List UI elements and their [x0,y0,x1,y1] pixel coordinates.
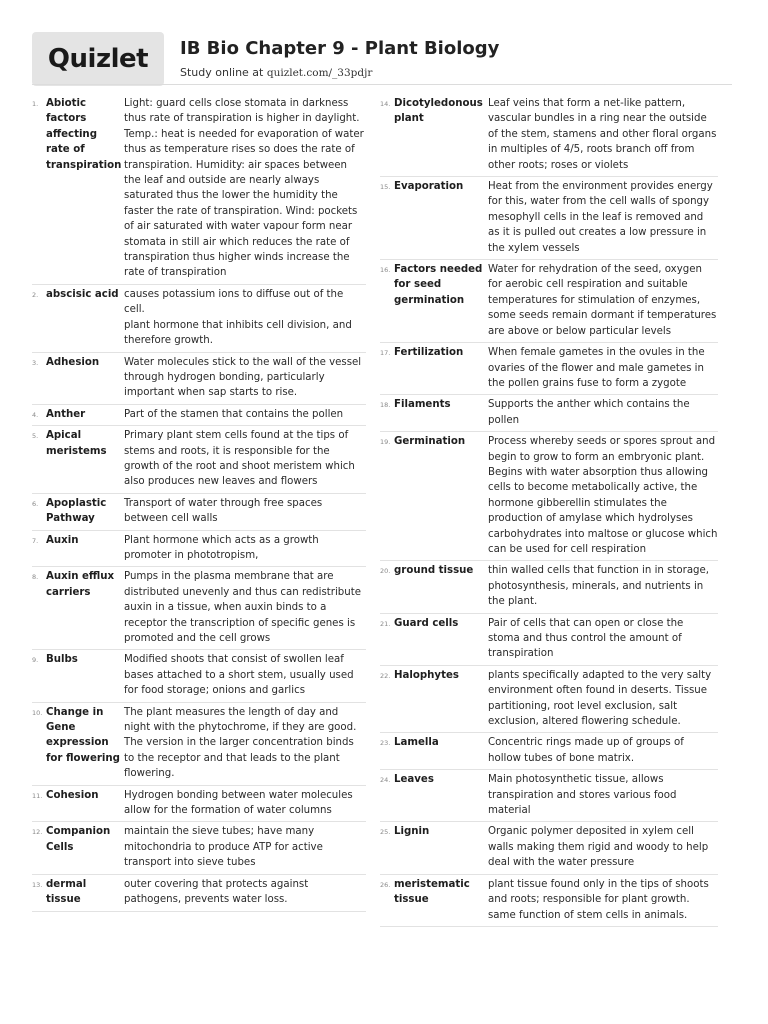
entry-definition [124,705,366,782]
entry-definition [124,287,366,349]
definition-text: Water molecules stick to the wall of the vessel through hydrogen bonding, particularly important when sap starts to rise. [124,356,362,399]
definition-text: The plant measures the length of day and night with the phytochrome, if they are good. The version in the larger concentration binds to the receptor and that leads to the plant flowering. [124,706,357,780]
right-column [380,94,718,927]
term-entry [380,822,718,874]
term-entry [32,786,366,823]
entry-term: Abiotic factors affecting rate of transpiration [46,98,122,171]
definition-text: Light: guard cells close stomata in darkness thus rate of transpiration is higher in daylight. Temp.: heat is needed for evaporation of water thus as temperature rises so does the rate of transpiration. Humidity: air spaces between the leaf and outside are nearly always saturated thus the lower the humidity the faster the rate of transpiration. Wind: pockets of air saturated with water vapour form near stomata in still air which reduces the rate of transpiration thus higher winds increase the rate of transpiration [124,98,364,279]
entry-definition [124,428,366,490]
entry-definition [488,616,718,662]
entry-number: 26. [380,880,391,889]
entry-term: Adhesion [46,356,100,368]
entry-number: 18. [380,401,391,410]
term-entry [380,395,718,432]
term-entry [32,94,366,285]
entry-number: 9. [32,656,39,665]
entry-number: 11. [32,791,43,800]
entry-term: Halophytes [394,669,459,681]
definition-text: Concentric rings made up of groups of hollow tubes of bone matrix. [488,737,684,764]
page-title: IB Bio Chapter 9 - Plant Biology [180,38,500,59]
study-url-link[interactable]: quizlet.com/_33pdjr [266,67,373,79]
definition-text: Pair of cells that can open or close the stoma and thus control the amount of transpiration [488,617,684,660]
entry-definition [488,434,718,557]
page-subtitle [180,66,372,79]
definition-text: Heat from the environment provides energy for this, water from the cell walls of spongy mesophyll cells in the leaf is removed and as it is pulled out creates a low pressure in the xylem vessels [488,181,713,254]
definition-text: Water for rehydration of the seed, oxygen for aerobic cell respiration and suitable temperatures for stimulation of enzymes, some seeds remain dormant if temperatures are above or below particular levels [488,264,717,337]
definition-text: Modified shoots that consist of swollen leaf bases attached to a short stem, usually used for food storage; onions and garlics [124,654,354,697]
entry-number: 23. [380,739,391,748]
entry-number: 24. [380,776,391,785]
entry-term: Apoplastic Pathway [46,497,107,525]
term-entry [32,494,366,531]
entry-term: Dicotyledonous plant [394,98,483,125]
entry-number: 12. [32,828,43,837]
term-entry [380,875,718,927]
entry-definition [124,877,366,908]
entry-term: dermal tissue [46,878,87,906]
entry-term: Bulbs [46,654,78,666]
term-entry [380,561,718,613]
definition-text: causes potassium ions to diffuse out of the cell. [124,288,344,316]
definition-text: maintain the sieve tubes; have many mitochondria to produce ATP for active transport into sieve tubes [124,826,323,869]
entry-definition [124,96,366,281]
term-entry [380,343,718,395]
entry-definition [124,407,366,422]
entry-term: Change in Gene expression for flowering [46,706,120,764]
entry-number: 4. [32,410,39,419]
entry-number: 6. [32,499,39,508]
definition-text-extra: plant hormone that inhibits cell division, and therefore growth. [124,319,352,347]
definition-text: thin walled cells that function in in storage, photosynthesis, minerals, and nutrients in the plant. [488,565,710,608]
definition-text: Leaf veins that form a net-like pattern, vascular bundles in a ring near the outside of the stem, stamens and other floral organs in multiples of 4/5, roots branch off from other roots; roses or violets [488,98,717,171]
entry-term: Cohesion [46,789,99,801]
entry-number: 22. [380,671,391,680]
term-entry [32,531,366,568]
term-entry [380,614,718,666]
entry-definition [488,397,718,428]
definition-text: Pumps in the plasma membrane that are distributed unevenly and thus can redistribute auxin in a tissue, when auxin binds to a receptor the transcription of specific genes is promoted and the cell grows [124,571,361,644]
entry-definition [124,569,366,646]
term-entry [32,405,366,426]
term-entry [32,822,366,874]
entry-number: 20. [380,567,391,576]
entry-number: 15. [380,183,391,192]
entry-definition [488,824,718,870]
entry-definition [124,824,366,870]
entry-term: Companion Cells [46,826,111,853]
definition-text: plant tissue found only in the tips of shoots and roots; responsible for plant growth. same function of stem cells in animals. [488,878,709,921]
term-entry [380,432,718,561]
term-entry [380,260,718,343]
definition-text: Transport of water through free spaces between cell walls [124,497,323,525]
entry-term: Evaporation [394,181,464,193]
entry-number: 3. [32,358,39,367]
left-column [32,94,366,912]
term-entry [32,703,366,786]
entry-definition [488,563,718,609]
entry-number: 17. [380,349,391,358]
entry-definition [124,496,366,527]
page-header [32,32,732,86]
definition-text: Process whereby seeds or spores sprout and begin to grow to form an embryonic plant. Begins with water absorption thus allowing cells to become metabolically active, the hormone gibberellin stimulates the production of amylase which hydrolyses carbohydrates into maltose or glucose which can be used for cell respiration [488,436,718,555]
entry-term: Lamella [394,737,439,749]
entry-definition [488,668,718,730]
entry-term: Apical meristems [46,430,107,457]
subtitle-prefix: Study online at [180,66,267,79]
logo-text: Quizlet [47,44,149,74]
term-entry [32,567,366,650]
entry-number: 2. [32,290,39,299]
entry-term: Anther [46,408,86,420]
entry-number: 5. [32,432,39,441]
entry-definition [488,262,718,339]
term-entry [380,770,718,822]
entry-number: 25. [380,828,391,837]
entry-term: ground tissue [394,565,474,577]
term-entry [380,94,718,177]
entry-definition [124,652,366,698]
definition-text: plants specifically adapted to the very salty environment often found in deserts. Tissue partitioning, root level exclusion, salt exclusion, altered flowering schedule. [488,669,712,728]
term-entry [32,285,366,353]
term-entry [380,666,718,734]
definition-text: Supports the anther which contains the pollen [488,399,690,426]
definition-text: Plant hormone which acts as a growth promoter in phototropism, [124,534,319,561]
entry-term: meristematic tissue [394,878,470,906]
entry-number: 14. [380,100,391,108]
definition-text: outer covering that protects against pathogens, prevents water loss. [124,878,309,906]
entry-definition [124,355,366,401]
entry-definition [488,877,718,923]
entry-number: 10. [32,708,43,717]
term-entry [380,177,718,260]
entry-number: 1. [32,100,39,108]
term-entry [32,875,366,912]
entry-number: 16. [380,266,391,275]
definition-text: Part of the stamen that contains the pollen [124,408,344,420]
entry-number: 21. [380,619,391,628]
term-entry [32,353,366,405]
term-entry [32,650,366,702]
entry-number: 7. [32,536,39,545]
entry-definition [488,772,718,818]
entry-term: Auxin efflux carriers [46,571,115,598]
entry-number: 8. [32,573,39,582]
entry-term: Leaves [394,774,434,786]
quizlet-logo[interactable] [32,32,164,86]
entry-definition [124,533,366,564]
definition-text: Organic polymer deposited in xylem cell walls making them rigid and woody to help deal with the water pressure [488,826,709,869]
entry-term: Factors needed for seed germination [394,264,483,306]
entry-term: Germination [394,436,466,448]
entry-term: Guard cells [394,617,459,629]
entry-term: Filaments [394,399,451,411]
entry-definition [488,735,718,766]
entry-number: 19. [380,438,391,447]
definition-text: Hydrogen bonding between water molecules allow for the formation of water columns [124,789,353,817]
entry-definition [488,179,718,256]
entry-number: 13. [32,880,43,889]
header-divider [32,84,732,85]
entry-term: Auxin [46,534,79,546]
entry-definition [488,345,718,391]
entry-term: Lignin [394,826,430,838]
definition-text: Primary plant stem cells found at the tips of stems and roots, it is responsible for the growth of the root and shoot meristem which also produces new leaves and flowers [124,430,355,488]
definition-text: When female gametes in the ovules in the ovaries of the flower and male gametes in the pollen grains fuse to form a zygote [488,347,705,389]
definition-text: Main photosynthetic tissue, allows transpiration and stores various food material [488,774,677,817]
entry-definition [488,96,718,173]
entry-definition [124,788,366,819]
term-entry [380,733,718,770]
entry-term: abscisic acid [46,288,119,300]
term-entry [32,426,366,494]
entry-term: Fertilization [394,347,464,359]
